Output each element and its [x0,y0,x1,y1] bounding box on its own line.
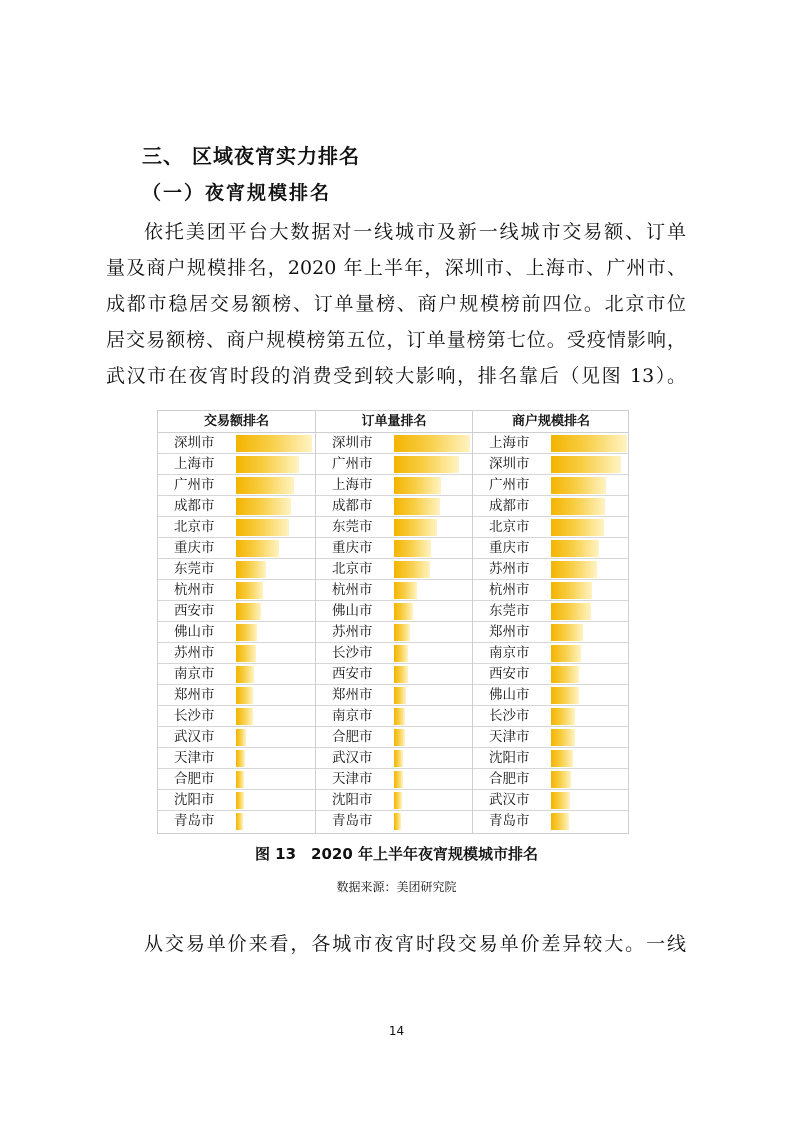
ranking-bar [551,813,569,830]
figure-caption: 图 13 2020 年上半年夜宵规模城市排名 [254,845,539,863]
ranking-bar [236,477,294,494]
ranking-bar [236,498,291,515]
city-label: 武汉市 [332,750,373,766]
city-label: 南京市 [174,666,215,682]
subsection-heading: （一）夜宵规模排名 [142,182,332,204]
ranking-row [316,538,472,559]
ranking-row [316,517,472,538]
city-label: 合肥市 [332,729,373,745]
city-label: 天津市 [489,729,530,745]
ranking-row [158,517,315,538]
ranking-row [316,454,472,475]
ranking-row [316,601,472,622]
ranking-bar [551,708,575,725]
ranking-bar [394,456,459,473]
city-label: 青岛市 [332,813,373,829]
city-label: 沈阳市 [332,792,373,808]
ranking-bar [394,645,408,662]
panel-title: 商户规模排名 [473,411,629,433]
ranking-bar [551,456,621,473]
city-label: 苏州市 [332,624,373,640]
city-label: 深圳市 [174,435,215,451]
ranking-row [473,580,629,601]
city-label: 南京市 [489,645,530,661]
ranking-bar [551,519,604,536]
ranking-row [158,643,315,664]
paragraph-1-line: 成都市稳居交易额榜、订单量榜、商户规模榜前四位。北京市位 [106,293,686,315]
ranking-row [158,769,315,790]
city-label: 深圳市 [332,435,373,451]
ranking-bar [394,540,431,557]
city-label: 上海市 [174,456,215,472]
ranking-row [473,706,629,727]
panel-title: 交易额排名 [158,411,315,433]
city-label: 东莞市 [489,603,530,619]
ranking-row [158,685,315,706]
city-label: 杭州市 [174,582,215,598]
ranking-bar [394,582,417,599]
ranking-chart [157,410,629,834]
ranking-bar [394,708,405,725]
city-label: 广州市 [489,477,530,493]
ranking-bar [394,771,403,788]
city-label: 长沙市 [332,645,373,661]
ranking-row [316,727,472,748]
ranking-bar [551,729,575,746]
ranking-bar [236,687,253,704]
ranking-row [473,664,629,685]
ranking-bar [551,624,583,641]
city-label: 北京市 [332,561,373,577]
ranking-row [473,685,629,706]
ranking-row [316,769,472,790]
ranking-row [158,475,315,496]
ranking-bar [236,582,263,599]
city-label: 武汉市 [489,792,530,808]
ranking-row [473,790,629,811]
city-label: 杭州市 [489,582,530,598]
ranking-row [473,727,629,748]
ranking-panel [472,411,629,833]
ranking-row [158,706,315,727]
ranking-bar [236,435,312,452]
ranking-row [158,601,315,622]
ranking-row [316,706,472,727]
ranking-row [316,685,472,706]
city-label: 青岛市 [489,813,530,829]
ranking-row [473,769,629,790]
ranking-row [316,790,472,811]
ranking-bar [394,729,405,746]
city-label: 苏州市 [489,561,530,577]
city-label: 东莞市 [332,519,373,535]
ranking-bar [236,729,246,746]
ranking-row [158,454,315,475]
ranking-bar [394,624,410,641]
ranking-bar [394,792,402,809]
city-label: 上海市 [489,435,530,451]
ranking-row [158,664,315,685]
paragraph-1 [106,214,686,394]
ranking-bar [394,687,406,704]
ranking-row [473,748,629,769]
ranking-bar [236,813,243,830]
ranking-row [473,811,629,832]
city-label: 合肥市 [174,771,215,787]
ranking-row [158,727,315,748]
city-label: 郑州市 [332,687,373,703]
paragraph-1-line: 居交易额榜、商户规模榜第五位，订单量榜第七位。受疫情影响， [106,329,686,351]
paragraph-2: 从交易单价来看，各城市夜宵时段交易单价差异较大。一线 [144,933,686,955]
city-label: 深圳市 [489,456,530,472]
city-label: 长沙市 [174,708,215,724]
ranking-bar [394,750,403,767]
ranking-row [316,580,472,601]
ranking-bar [236,456,299,473]
panel-title: 订单量排名 [316,411,472,433]
ranking-row [158,433,315,454]
ranking-row [158,748,315,769]
ranking-bar [551,435,627,452]
ranking-row [473,475,629,496]
city-label: 广州市 [332,456,373,472]
ranking-row [473,517,629,538]
ranking-bar [551,540,599,557]
ranking-bar [394,435,470,452]
city-label: 成都市 [174,498,215,514]
ranking-bar [551,687,579,704]
city-label: 郑州市 [489,624,530,640]
ranking-row [316,496,472,517]
city-label: 重庆市 [332,540,373,556]
ranking-row [316,433,472,454]
city-label: 杭州市 [332,582,373,598]
ranking-bar [236,603,261,620]
city-label: 郑州市 [174,687,215,703]
paragraph-1-line: 量及商户规模排名，2020 年上半年，深圳市、上海市、广州市、 [106,257,686,279]
city-label: 北京市 [489,519,530,535]
city-label: 广州市 [174,477,215,493]
ranking-bar [551,792,570,809]
ranking-bar [551,498,605,515]
ranking-row [316,664,472,685]
ranking-bar [236,561,266,578]
ranking-row [158,622,315,643]
city-label: 东莞市 [174,561,215,577]
paragraph-1-line: 武汉市在夜宵时段的消费受到较大影响，排名靠后（见图 13）。 [106,365,686,387]
ranking-bar [551,561,597,578]
ranking-panel [158,411,315,833]
city-label: 成都市 [489,498,530,514]
ranking-bar [551,666,579,683]
ranking-row [473,559,629,580]
ranking-bar [394,813,401,830]
figure-source: 数据来源：美团研究院 [336,880,457,894]
ranking-bar [551,477,606,494]
city-label: 上海市 [332,477,373,493]
ranking-bar [394,666,408,683]
ranking-row [316,748,472,769]
ranking-bar [394,477,441,494]
city-label: 重庆市 [174,540,215,556]
ranking-row [316,559,472,580]
city-label: 佛山市 [174,624,215,640]
page-number: 14 [388,1024,405,1038]
ranking-bar [236,624,257,641]
city-label: 青岛市 [174,813,215,829]
city-label: 南京市 [332,708,373,724]
ranking-bar [551,645,581,662]
ranking-row [473,622,629,643]
ranking-row [473,454,629,475]
city-label: 重庆市 [489,540,530,556]
ranking-row [316,475,472,496]
ranking-row [158,790,315,811]
city-label: 北京市 [174,519,215,535]
ranking-bar [394,603,413,620]
city-label: 沈阳市 [174,792,215,808]
city-label: 苏州市 [174,645,215,661]
city-label: 西安市 [174,603,215,619]
city-label: 成都市 [332,498,373,514]
city-label: 合肥市 [489,771,530,787]
ranking-bar [394,498,440,515]
city-label: 佛山市 [332,603,373,619]
city-label: 长沙市 [489,708,530,724]
city-label: 西安市 [489,666,530,682]
ranking-row [158,811,315,832]
ranking-bar [236,540,279,557]
city-label: 天津市 [174,750,215,766]
ranking-bar [236,771,244,788]
ranking-row [473,643,629,664]
ranking-panel [315,411,472,833]
city-label: 武汉市 [174,729,215,745]
ranking-bar [236,519,289,536]
ranking-row [473,496,629,517]
ranking-bar [551,603,591,620]
ranking-row [158,580,315,601]
ranking-row [316,643,472,664]
ranking-row [316,622,472,643]
city-label: 佛山市 [489,687,530,703]
ranking-bar [551,582,592,599]
ranking-row [158,538,315,559]
ranking-bar [394,519,437,536]
city-label: 天津市 [332,771,373,787]
ranking-bar [236,645,256,662]
ranking-row [473,538,629,559]
ranking-bar [236,792,244,809]
city-label: 沈阳市 [489,750,530,766]
ranking-row [158,496,315,517]
ranking-row [473,601,629,622]
ranking-bar [236,666,254,683]
city-label: 西安市 [332,666,373,682]
ranking-bar [236,750,245,767]
ranking-bar [551,750,573,767]
paragraph-1-line: 依托美团平台大数据对一线城市及新一线城市交易额、订单 [144,221,686,243]
ranking-row [158,559,315,580]
section-heading: 三、 区域夜宵实力排名 [142,144,360,168]
ranking-row [316,811,472,832]
ranking-bar [394,561,430,578]
ranking-bar [551,771,571,788]
ranking-row [473,433,629,454]
ranking-bar [236,708,253,725]
